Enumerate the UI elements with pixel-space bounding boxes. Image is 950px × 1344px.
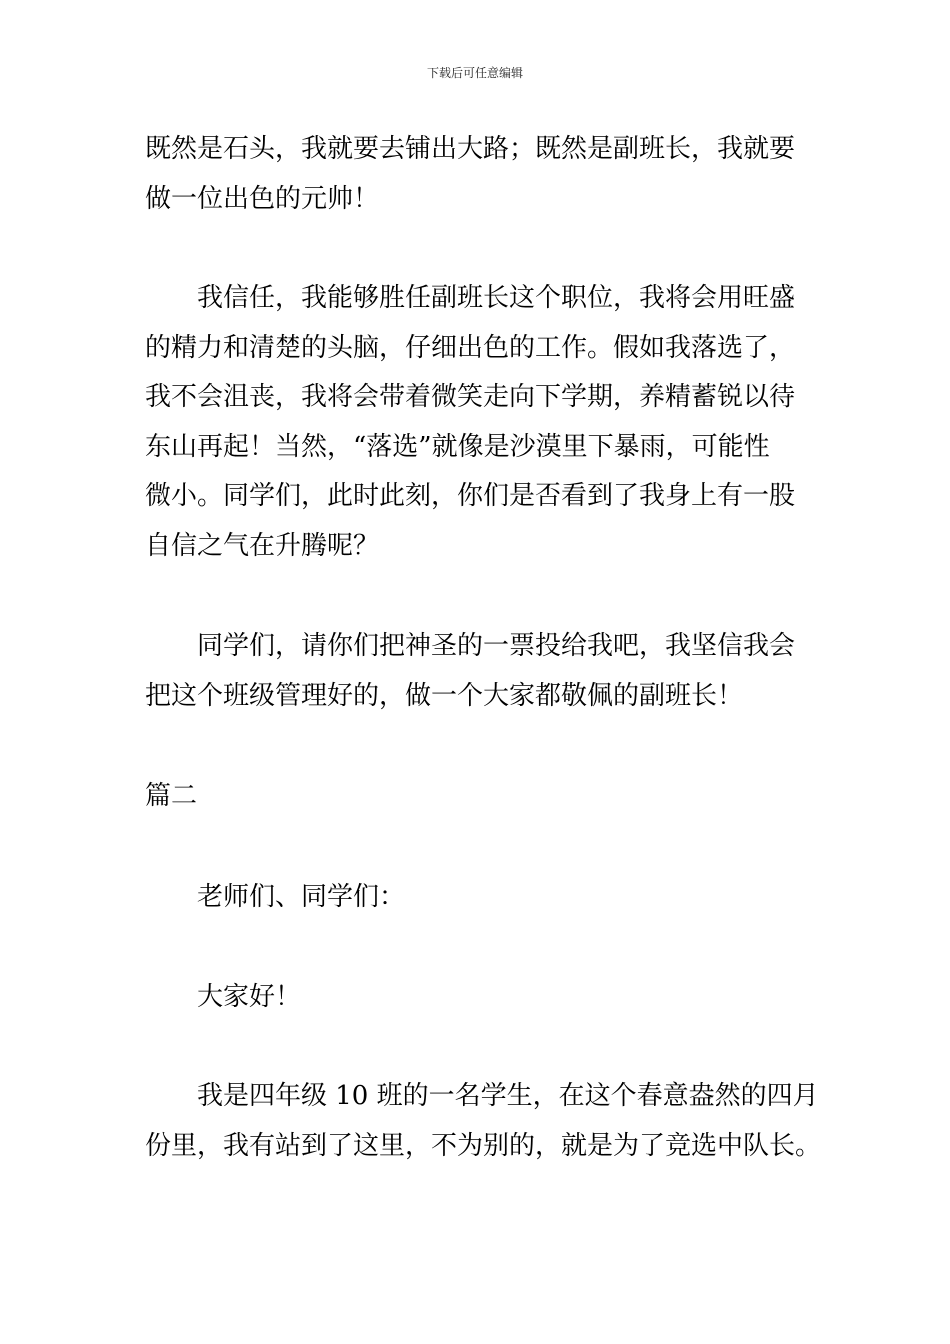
paragraph-line: 自信之气在升腾呢？ <box>145 530 380 561</box>
greeting <box>145 973 810 1023</box>
paragraph-line: 的精力和清楚的头脑，仔细出色的工作。假如我落选了， <box>145 332 796 363</box>
paragraph-line: 同学们，请你们把神圣的一票投给我吧，我坚信我会 <box>197 631 796 661</box>
paragraph-line: 做一位出色的元帅！ <box>145 183 380 214</box>
paragraph-line: 我是四年级 10 班的一名学生，在这个春意盎然的四月 <box>197 1081 819 1111</box>
greeting-line: 大家好！ <box>197 982 302 1012</box>
paragraph-3 <box>145 622 810 721</box>
paragraph-7 <box>145 1072 822 1171</box>
paragraph-line: 我不会沮丧，我将会带着微笑走向下学期，养精蓄锐以待 <box>145 382 796 412</box>
paragraph-line: 东山再起！当然，“落选”就像是沙漠里下暴雨，可能性 <box>145 431 770 462</box>
paragraph-1 <box>145 125 810 224</box>
page-header: 下载后可任意编辑 <box>426 66 523 80</box>
salutation <box>145 873 810 923</box>
section-title: 篇二 <box>145 781 198 811</box>
section-heading <box>145 772 810 822</box>
paragraph-line: 微小。同学们，此时此刻，你们是否看到了我身上有一股 <box>145 481 796 511</box>
paragraph-2 <box>145 274 810 571</box>
paragraph-line: 我信任，我能够胜任副班长这个职位，我将会用旺盛 <box>197 283 796 313</box>
paragraph-line: 份里，我有站到了这里，不为别的，就是为了竞选中队长。 <box>145 1130 822 1161</box>
salutation-line: 老师们、同学们： <box>197 882 406 912</box>
paragraph-line: 既然是石头，我就要去铺出大路；既然是副班长，我就要 <box>145 134 796 164</box>
paragraph-line: 把这个班级管理好的，做一个大家都敬佩的副班长！ <box>145 680 744 711</box>
